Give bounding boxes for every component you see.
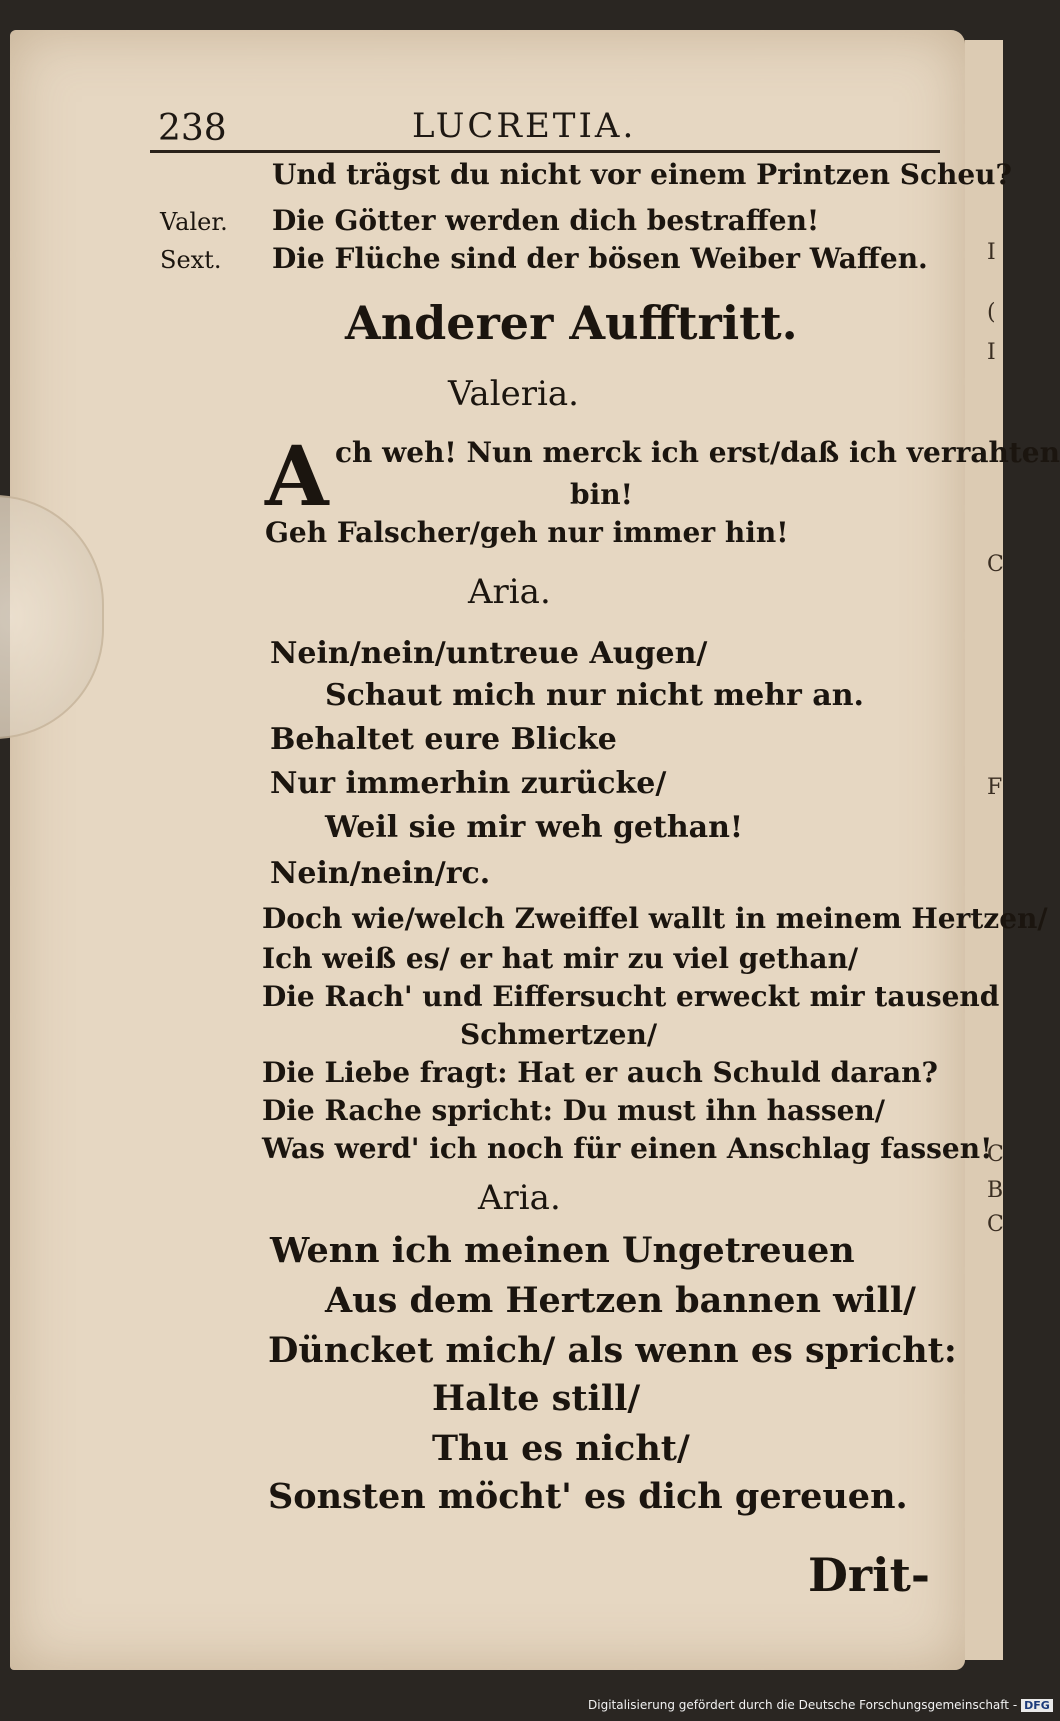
digitization-credit xyxy=(588,1698,1053,1712)
text-line: Die Flüche sind der bösen Weiber Waffen. xyxy=(272,242,928,275)
verse-line: Weil sie mir weh gethan! xyxy=(325,810,744,845)
text-line: Geh Falscher/geh nur immer hin! xyxy=(265,516,789,549)
verse-line: Nein/nein/untreue Augen/ xyxy=(270,636,708,671)
margin-letter: I xyxy=(987,340,996,365)
verse-line: Behaltet eure Blicke xyxy=(270,722,617,757)
speaker-heading: Valeria. xyxy=(448,374,579,414)
verse-line: Halte still/ xyxy=(432,1378,641,1419)
speaker-label: Sext. xyxy=(160,246,222,274)
drop-cap: A xyxy=(265,429,329,525)
running-header xyxy=(150,102,940,152)
margin-letter: C xyxy=(987,1212,1004,1237)
verse-line: Aus dem Hertzen bannen will/ xyxy=(325,1280,916,1321)
speaker-label: Valer. xyxy=(160,208,228,236)
header-rule xyxy=(150,150,940,153)
recitative-line: Die Liebe fragt: Hat er auch Schuld daran? xyxy=(262,1056,938,1089)
verse-line: Sonsten möcht' es dich gereuen. xyxy=(268,1476,908,1517)
margin-letter: ( xyxy=(987,300,996,325)
aria-heading: Aria. xyxy=(468,572,551,612)
text-line: ch weh! Nun merck ich erst/daß ich verrahten xyxy=(335,436,1060,469)
text-line: bin! xyxy=(570,478,633,511)
book-page xyxy=(10,30,965,1670)
verse-line: Nur immerhin zurücke/ xyxy=(270,766,667,801)
margin-letter: F xyxy=(987,775,1003,800)
verse-line: Nein/nein/rc. xyxy=(270,856,491,891)
recitative-line: Die Rach' und Eiffersucht erweckt mir tausend xyxy=(262,980,1000,1013)
margin-letter: C xyxy=(987,1142,1004,1167)
page-number: 238 xyxy=(158,108,227,149)
dfg-logo: DFG xyxy=(1021,1699,1053,1712)
verse-line: Thu es nicht/ xyxy=(432,1428,690,1469)
verse-line: Wenn ich meinen Ungetreuen xyxy=(270,1230,855,1271)
verse-line: Schaut mich nur nicht mehr an. xyxy=(325,678,865,713)
running-title: LUCRETIA. xyxy=(412,106,637,146)
scene-heading: Anderer Aufftritt. xyxy=(345,296,798,350)
margin-letter: B xyxy=(987,1178,1004,1203)
recitative-line: Die Rache spricht: Du must ihn hassen/ xyxy=(262,1094,885,1127)
catchword: Drit- xyxy=(808,1548,930,1602)
text-line: Die Götter werden dich bestraffen! xyxy=(272,204,820,237)
margin-letter: I xyxy=(987,240,996,265)
text-line: Und trägst du nicht vor einem Printzen Scheu? xyxy=(272,158,1012,191)
aria-heading: Aria. xyxy=(478,1178,561,1218)
credit-text: Digitalisierung gefördert durch die Deutsche Forschungsgemeinschaft - xyxy=(588,1698,1018,1712)
verse-line: Düncket mich/ als wenn es spricht: xyxy=(268,1330,957,1371)
recitative-line: Doch wie/welch Zweiffel wallt in meinem Hertzen/ xyxy=(262,902,1048,935)
recitative-line: Was werd' ich noch für einen Anschlag fassen! xyxy=(262,1132,993,1165)
margin-letter: C xyxy=(987,552,1004,577)
recitative-line: Ich weiß es/ er hat mir zu viel gethan/ xyxy=(262,942,859,975)
recitative-line: Schmertzen/ xyxy=(460,1018,658,1051)
adjacent-page-edge xyxy=(962,40,1003,1660)
